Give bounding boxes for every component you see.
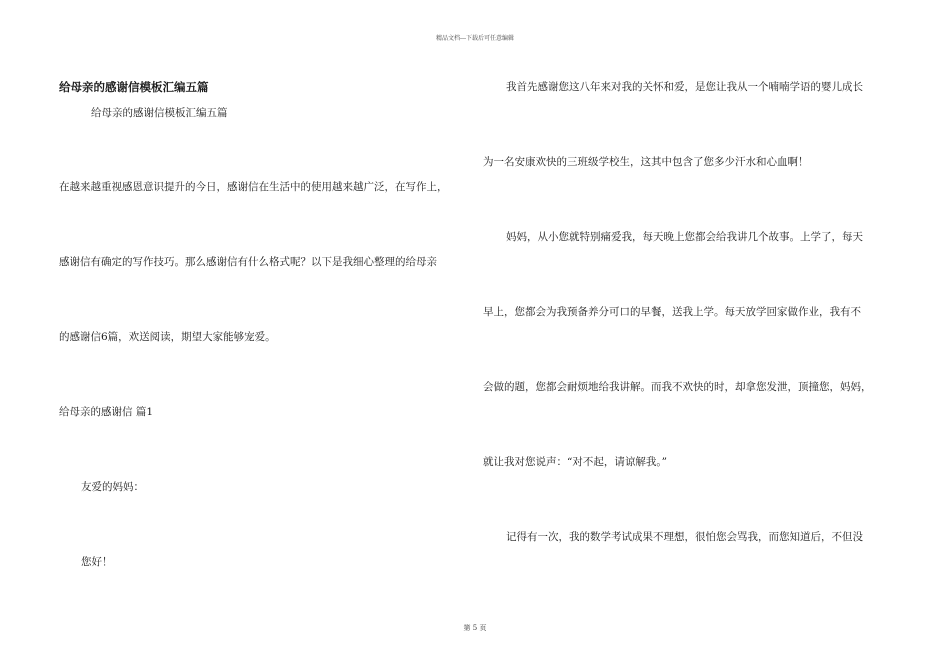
body-line-6: 就让我对您说声：“对不起，请谅解我。”: [483, 456, 667, 468]
salutation: 友爱的妈妈：: [81, 481, 144, 493]
body-line-1: 我首先感谢您这八年来对我的关怀和爱，是您让我从一个喃喃学语的婴儿成长: [506, 81, 863, 93]
body-line-5: 会做的题，您都会耐烦地给我讲解。而我不欢快的时，却拿您发泄，顶撞您，妈妈，: [483, 381, 872, 393]
document-title: 给母亲的感谢信模板汇编五篇: [59, 80, 209, 94]
intro-line-1: 在越来越重视感恩意识提升的今日，感谢信在生活中的使用越来越广泛，在写作上，: [59, 181, 448, 193]
body-line-4: 早上，您都会为我预备养分可口的早餐，送我上学。每天放学回家做作业，我有不: [483, 306, 861, 318]
intro-line-2: 感谢信有确定的写作技巧。那么感谢信有什么格式呢？以下是我细心整理的给母亲: [59, 256, 437, 268]
body-line-7: 记得有一次，我的数学考试成果不理想，很怕您会骂我，而您知道后，不但没: [506, 531, 863, 543]
page-number: 第 5 页: [463, 624, 487, 632]
intro-line-3: 的感谢信6篇，欢送阅读，期望大家能够宠爱。: [59, 331, 276, 343]
body-line-3: 妈妈，从小您就特别痛爱我，每天晚上您都会给我讲几个故事。上学了，每天: [506, 231, 863, 243]
body-line-2: 为一名安康欢快的三班级学校生，这其中包含了您多少汗水和心血啊！: [483, 156, 809, 168]
page-header: 精品文档---下载后可任意编辑: [435, 35, 515, 42]
document-subtitle: 给母亲的感谢信模板汇编五篇: [91, 107, 228, 119]
greeting: 您好！: [81, 556, 113, 568]
section-heading: 给母亲的感谢信 篇1: [59, 406, 154, 418]
